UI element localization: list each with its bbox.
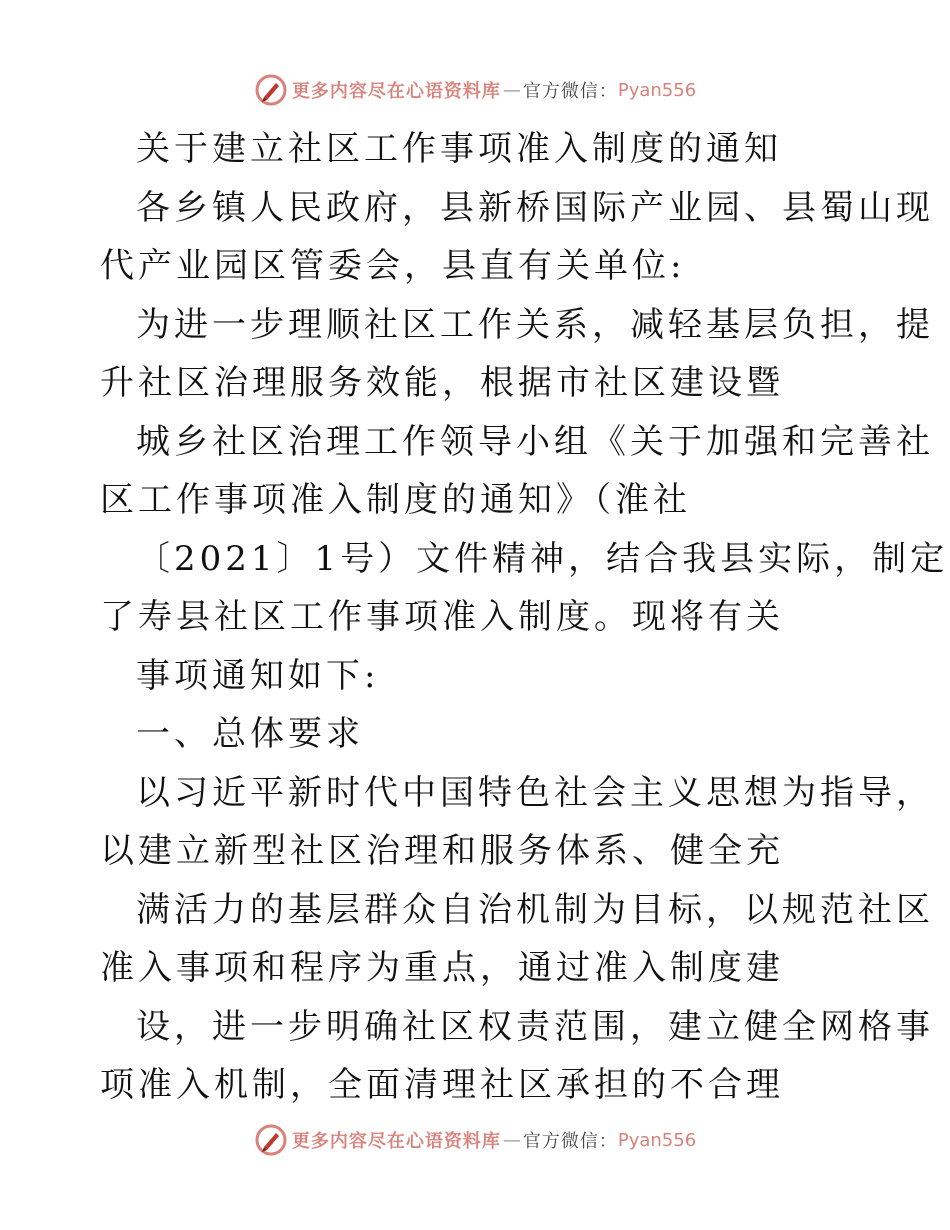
text-line: 项准入机制，全面清理社区承担的不合理 [100,1065,784,1105]
watermark-footer [0,1120,950,1160]
watermark-label: 官方微信： [522,81,618,102]
pen-logo-icon [254,1123,288,1157]
text-line: 〔2021〕1号）文件精神，结合我县实际，制定 [136,538,949,579]
watermark-text: 更多内容尽在心语资料库 [291,1131,501,1152]
text-line: 城乡社区治理工作领导小组《关于加强和完善社 [136,421,934,462]
text-line: 满活力的基层群众自治机制为目标，以规范社区 [136,889,934,930]
text-line: 代产业园区管委会，县直有关单位: [100,246,686,286]
text-line: 事项通知如下: [136,655,380,696]
text-line: 以习近平新时代中国特色社会主义思想为指导， [136,772,934,813]
watermark-separator: — [502,1129,521,1151]
document-body [100,120,949,1115]
text-line: 各乡镇人民政府，县新桥国际产业园、县蜀山现 [136,187,934,228]
text-line: 设，进一步明确社区权责范围，建立健全网格事 [136,1006,934,1047]
text-line: 以建立新型社区治理和服务体系、健全充 [100,831,784,871]
text-line: 为进一步理顺社区工作关系，减轻基层负担，提 [136,304,934,345]
watermark-text: 更多内容尽在心语资料库 [291,81,501,102]
watermark-separator: — [502,79,521,101]
text-line: 升社区治理服务效能，根据市社区建设暨 [100,363,784,403]
watermark-id: Pyan556 [617,1129,697,1151]
watermark-label: 官方微信： [522,1131,618,1152]
text-line: 区工作事项准入制度的通知》（淮社 [100,480,691,520]
pen-logo-icon [254,73,288,107]
section-heading: 一、总体要求 [136,714,364,754]
document-title: 关于建立社区工作事项准入制度的通知 [136,129,782,169]
watermark-id: Pyan556 [617,79,697,101]
text-line: 了寿县社区工作事项准入制度。现将有关 [100,597,784,637]
text-line: 准入事项和程序为重点，通过准入制度建 [100,948,784,988]
watermark-header [0,70,950,110]
